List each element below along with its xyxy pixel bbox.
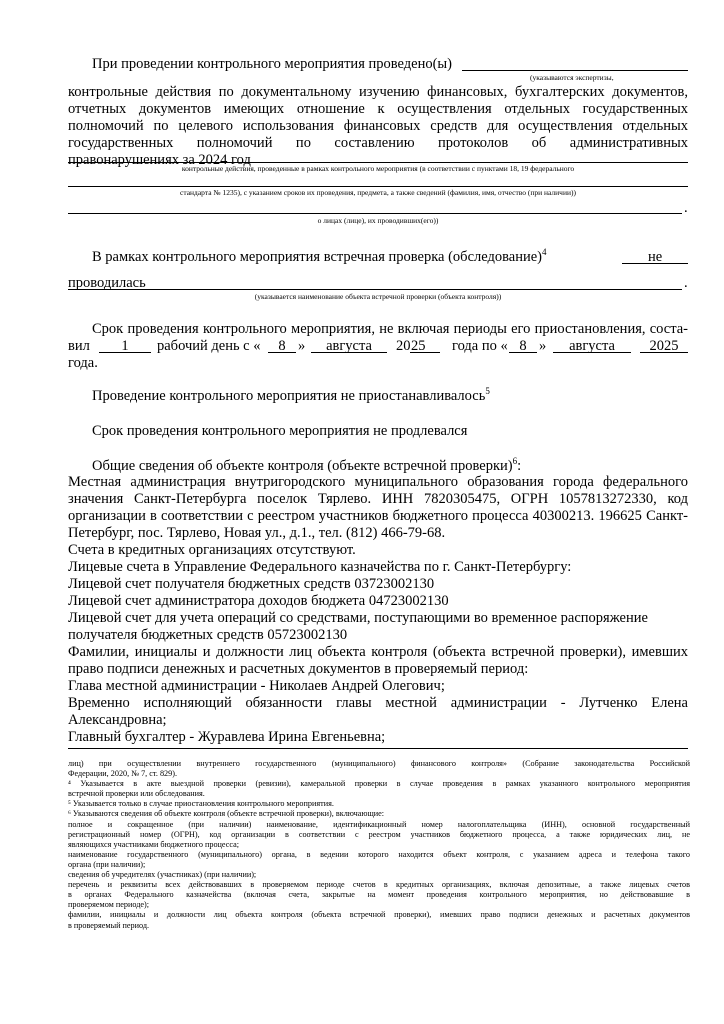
suspension-label: Проведение контрольного мероприятия не приостанавливалось: [92, 388, 486, 404]
counter-check-label: В рамках контрольного мероприятия встречная проверка (обследование): [92, 249, 542, 265]
footnote-ref-5: 5: [485, 386, 490, 396]
start-year: 25: [411, 338, 426, 354]
duration-days-text: рабочий день с «: [157, 338, 261, 354]
footnote-line: в органах Федерального казначейства (включая счета, закрытые на момент проведения контрольного мероприятия, но действовавшие в: [68, 890, 690, 900]
year-text-to: года по «: [452, 338, 508, 354]
general-info-colon: :: [517, 458, 522, 474]
start-year-prefix: 20: [396, 338, 411, 354]
general-info-line: право подписи денежных и расчетных документов в проверяемый период:: [68, 661, 529, 677]
footnote-line: фамилии, инициалы и должности лиц объекта контроля (объекта встречной проверки), имевших право подписи денежных и расчетных документов: [68, 910, 690, 920]
general-info-line: Главный бухгалтер - Журавлева Ирина Евгеньевна;: [68, 729, 386, 745]
footnote-line: Федерации, 2020, № 7, ст. 829).: [68, 769, 178, 779]
general-info-line: Лицевой счет для учета операций со средствами, поступающими во временное распоряжение: [68, 610, 648, 626]
control-actions-line: полномочий по целевого использования финансовых средств для осуществления отдельных: [68, 118, 688, 134]
general-info-line: Фамилии, инициалы и должности лиц объекта контроля (объекта встречной проверки), имевших: [68, 644, 688, 660]
general-info-line: организации в соответствии с реестром участников бюджетного процесса 40300213. 196625 Санкт-: [68, 508, 688, 524]
footnote-ref-4: 4: [541, 247, 547, 257]
caption-experts: (указываются экспертизы,: [530, 73, 614, 82]
footnote-ref-6: 6: [512, 456, 518, 466]
counter-check-underline: [68, 289, 682, 290]
extension-text: Срок проведения контрольного мероприятия не продлевался: [92, 423, 468, 439]
footnote-line: регистрационный номер (ОГРН), код организации в соответствии с реестром участников бюджетного процесса, а также юридических лиц, не: [68, 829, 690, 839]
end-quote: »: [539, 338, 547, 354]
start-quote: »: [298, 338, 306, 354]
start-day: 8: [278, 338, 286, 354]
general-info-line: Лицевой счет получателя бюджетных средств 03723002130: [68, 576, 435, 592]
counter-check-value-2: проводилась: [68, 275, 146, 291]
general-info-line: Временно исполняющий обязанности главы местной администрации - Лутченко Елена: [68, 695, 688, 711]
footnote-line: в проверяемый период.: [68, 920, 150, 930]
control-actions-text: [68, 84, 688, 169]
period-mark: .: [684, 200, 688, 216]
control-actions-line: государственных полномочий по составлению протоколов об административных: [68, 135, 688, 151]
control-actions-underline: [68, 162, 688, 163]
control-actions-line: правонарушениях за 2024 год: [68, 152, 251, 168]
footnotes: [68, 759, 690, 931]
footnote-line: встречной проверки или обследования.: [68, 789, 205, 799]
general-info-line: Лицевые счета в Управление Федерального казначейства по г. Санкт-Петербургу:: [68, 559, 572, 575]
footnote-line: являющихся участниками бюджетного процесса;: [68, 839, 240, 849]
duration-days: 1: [121, 338, 129, 354]
footnote-line: проверяемом периоде);: [68, 900, 150, 910]
general-info-line: Глава местной администрации - Николаев Андрей Олегович;: [68, 678, 445, 694]
control-actions-underline-2: [68, 186, 688, 187]
general-info-line: получателя бюджетных средств 05723002130: [68, 627, 348, 643]
footnote-line: ⁴ Указывается в акте выездной проверки (ревизии), камеральной проверки в случае проведения в рамках указанного контрольного мероприятия: [68, 779, 690, 789]
suspension-text: [92, 388, 490, 405]
general-info-heading: [92, 458, 521, 475]
caption-counter-check: (указывается наименование объекта встречной проверки (объекта контроля)): [254, 292, 502, 301]
end-day: 8: [519, 338, 527, 354]
general-info-line: значения Санкт-Петербурга поселок Тярлево. ИНН 7820305475, ОГРН 1057813272330, код: [68, 491, 688, 507]
caption-persons: о лицах (лице), их проводивших(его)): [317, 216, 439, 225]
duration-year-word: года.: [68, 355, 98, 371]
footnote-line: ⁶ Указываются сведения об объекте контроля (объекте встречной проверки), включающие:: [68, 809, 385, 819]
footnote-line: органа (при наличии);: [68, 859, 146, 869]
footnote-line: полное и сокращенное (при наличии) наименование, идентификационный номер налогоплательщика (ИНН), основной государственный: [68, 819, 690, 829]
duration-vil: вил: [68, 338, 90, 354]
footnote-line: ⁵ Указывается только в случае приостановления контрольного мероприятия.: [68, 799, 334, 809]
footnote-line: сведения об учредителях (участниках) (при наличии);: [68, 870, 257, 880]
footnote-line: перечень и реквизиты всех действовавших в проверяемом периоде счетов в кредитных организациях, включая депозитные, а также лицевых счетов: [68, 880, 690, 890]
control-actions-line: контрольные действия по документальному изучению финансовых, бухгалтерских документов,: [68, 84, 688, 100]
counter-check-value-1: не: [648, 249, 663, 265]
footnote-separator: [68, 748, 688, 749]
caption-control-actions-1: контрольные действия, проведенные в рамках контрольного мероприятия (в соответствии с пунктами 18, 19 федерального: [181, 164, 575, 173]
general-info-line: Петербург, пос. Тярлево, Новая ул., д.1., тел. (812) 466-79-68.: [68, 525, 446, 541]
duration-line1: Срок проведения контрольного мероприятия, не включая периоды его приостановления, соста-: [92, 321, 688, 337]
general-info-line: Местная администрация внутригородского муниципального образования города федерального: [68, 474, 688, 490]
control-actions-line: отчетных документов имеющих отношение к осуществления отдельных государственных: [68, 101, 688, 117]
counter-check-text: [92, 249, 546, 266]
footnote-line: наименование государственного (муниципального) органа, в ведении которого находится объект контроля, с указанием адреса и телефона такого: [68, 849, 690, 859]
experts-underline: [462, 70, 688, 71]
control-actions-underline-3: [68, 213, 682, 214]
general-info-line: Александровна;: [68, 712, 167, 728]
general-info-line: Лицевой счет администратора доходов бюджета 04723002130: [68, 593, 449, 609]
start-month: августа: [326, 338, 372, 354]
caption-control-actions-2: стандарта № 1235), с указанием сроков их проведения, предмета, а также сведений (фамилия, имя, отчество (при наличии)): [180, 188, 576, 197]
general-info-heading-label: Общие сведения об объекте контроля (объекте встречной проверки): [92, 458, 513, 474]
control-event-intro: При проведении контрольного мероприятия проведено(ы): [92, 56, 452, 72]
end-month: августа: [569, 338, 615, 354]
footnote-line: лиц) при осуществлении внутреннего государственного (муниципального) финансового контроля» (Собрание законодательства Российской: [68, 759, 690, 768]
general-info-line: Счета в кредитных организациях отсутствуют.: [68, 542, 356, 558]
general-info-body: [68, 474, 688, 746]
end-year: 2025: [649, 338, 679, 354]
counter-check-period: .: [684, 275, 688, 291]
